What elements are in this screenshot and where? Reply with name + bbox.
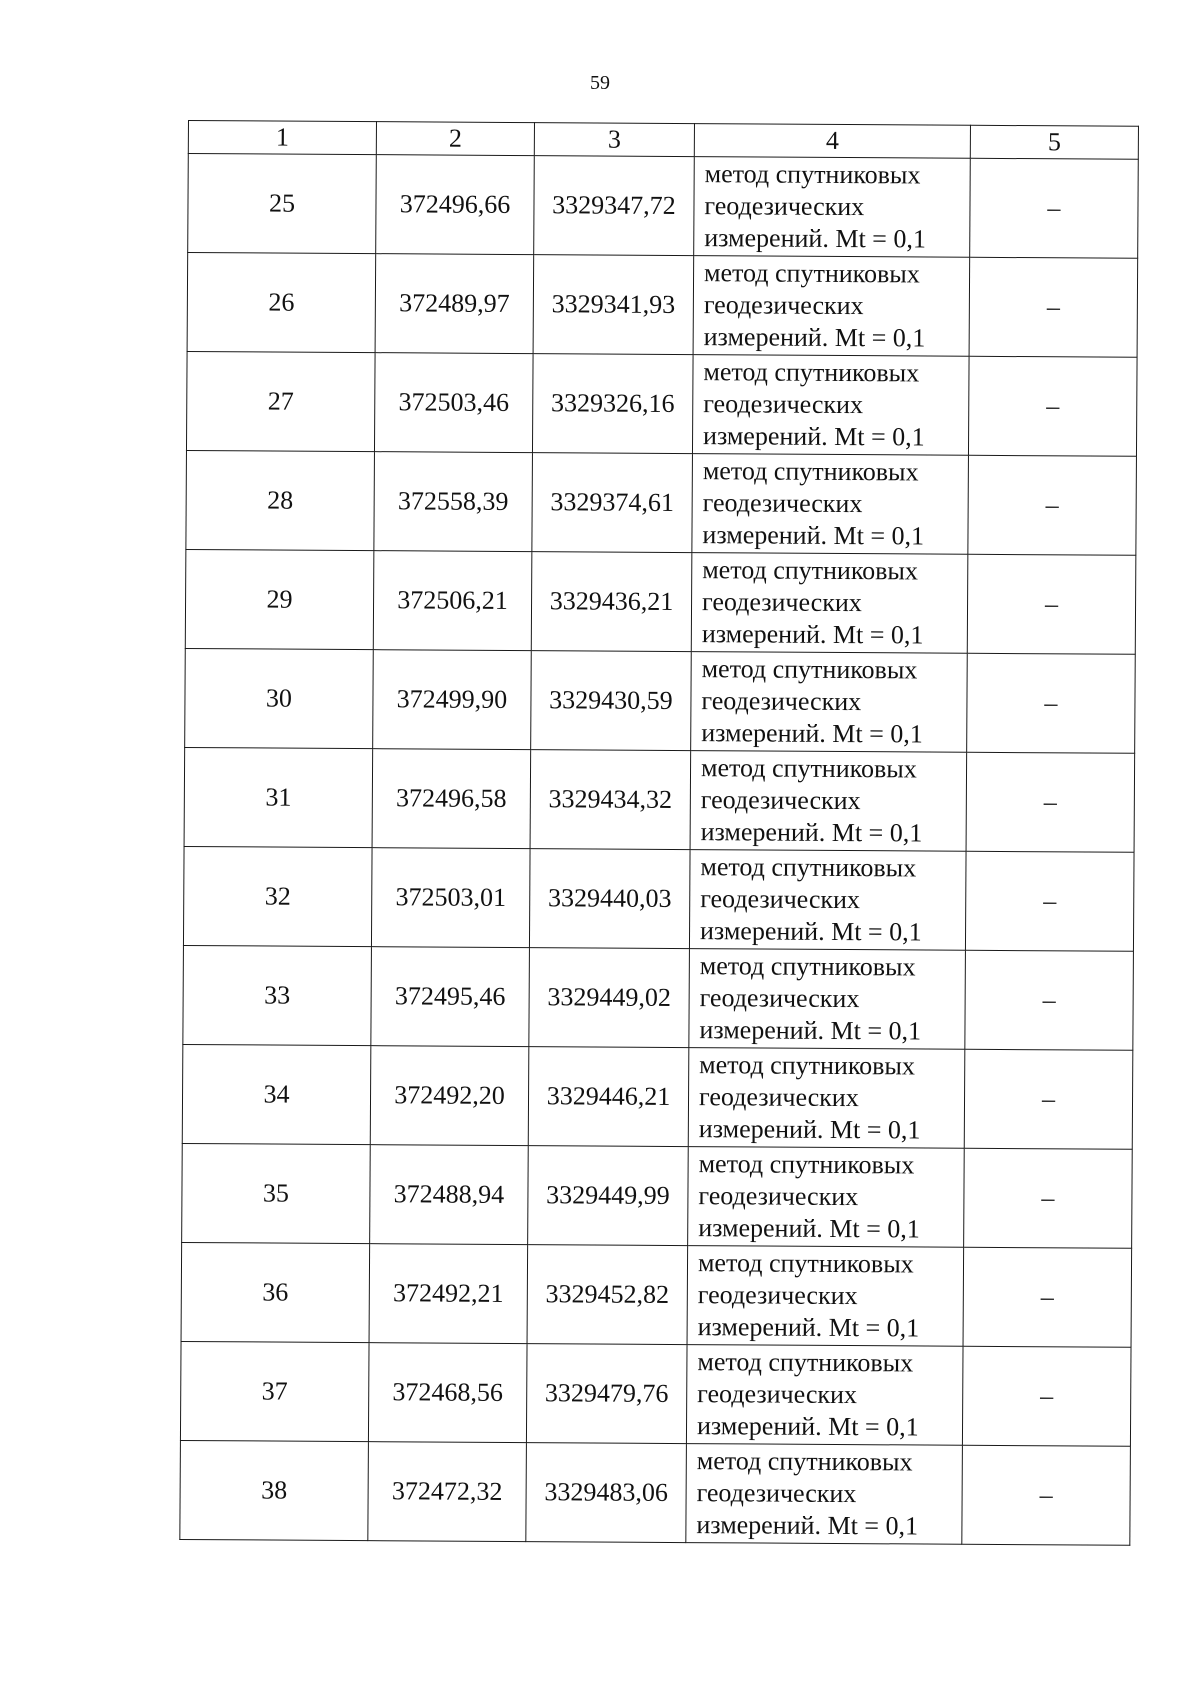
method-text-line: геодезических [700, 884, 861, 915]
method-text-line: метод спутниковых [699, 951, 916, 982]
method-cell [686, 1345, 963, 1446]
table-row [183, 846, 1134, 951]
method-text-line: измерений. Mt = 0,1 [700, 817, 923, 848]
header-cell-1: 1 [188, 121, 376, 155]
point-number-cell: 35 [182, 1143, 371, 1243]
note-cell: – [963, 1247, 1132, 1347]
method-text-line: измерений. Mt = 0,1 [702, 421, 925, 452]
x-coordinate-cell: 372558,39 [374, 452, 533, 552]
point-number-cell: 29 [185, 549, 374, 649]
note-cell: – [966, 752, 1135, 852]
table-row [180, 1341, 1131, 1446]
method-text-line: геодезических [703, 290, 864, 321]
note-cell: – [967, 653, 1136, 753]
method-cell [689, 949, 966, 1050]
y-coordinate-cell: 3329434,32 [530, 750, 691, 850]
note-cell: – [964, 1148, 1133, 1248]
method-cell [690, 751, 967, 852]
method-text-line: измерений. Mt = 0,1 [697, 1312, 920, 1343]
method-text-line: геодезических [698, 1181, 859, 1212]
point-number-cell: 27 [186, 351, 375, 451]
method-text-line: измерений. Mt = 0,1 [701, 718, 923, 749]
method-cell [691, 652, 968, 753]
method-text-line: метод спутниковых [699, 1050, 916, 1081]
method-cell [694, 157, 971, 258]
method-cell [688, 1147, 965, 1248]
y-coordinate-cell: 3329430,59 [531, 651, 692, 751]
table-row [187, 253, 1138, 358]
method-text-line: геодезических [701, 587, 862, 618]
method-text-line: измерений. Mt = 0,1 [696, 1411, 919, 1442]
method-text-line: метод спутниковых [700, 852, 917, 883]
y-coordinate-cell: 3329374,61 [532, 453, 693, 553]
method-text-line: геодезических [701, 686, 862, 717]
point-number-cell: 25 [188, 154, 377, 254]
method-text-line: метод спутниковых [697, 1347, 914, 1378]
table-row [188, 154, 1139, 259]
note-cell: – [969, 257, 1138, 357]
method-text-line: метод спутниковых [702, 456, 919, 487]
x-coordinate-cell: 372468,56 [368, 1343, 527, 1443]
coordinates-table-body [180, 121, 1139, 1546]
header-cell-4: 4 [694, 124, 970, 159]
method-text-line: геодезических [696, 1478, 857, 1509]
y-coordinate-cell: 3329452,82 [527, 1245, 688, 1345]
table-row [186, 450, 1137, 555]
method-cell [686, 1444, 963, 1545]
x-coordinate-cell: 372492,21 [369, 1244, 528, 1344]
table-row [186, 351, 1137, 456]
method-text-line: метод спутниковых [696, 1446, 913, 1477]
note-cell: – [962, 1346, 1131, 1446]
table-row [183, 945, 1134, 1050]
x-coordinate-cell: 372488,94 [370, 1145, 529, 1245]
method-text-line: геодезических [700, 785, 861, 816]
table-row [184, 747, 1135, 852]
note-cell: – [964, 1049, 1133, 1149]
method-text-line: метод спутниковых [697, 1248, 914, 1279]
table-row [180, 1440, 1131, 1545]
x-coordinate-cell: 372506,21 [373, 551, 532, 651]
header-cell-5: 5 [970, 125, 1138, 159]
x-coordinate-cell: 372503,46 [374, 353, 533, 453]
point-number-cell: 37 [180, 1341, 369, 1441]
note-cell: – [968, 356, 1137, 456]
method-text-line: измерений. Mt = 0,1 [702, 520, 925, 551]
y-coordinate-cell: 3329347,72 [534, 156, 695, 256]
y-coordinate-cell: 3329436,21 [531, 552, 692, 652]
note-cell: – [965, 851, 1134, 951]
note-cell: – [967, 554, 1136, 654]
method-cell [691, 553, 968, 654]
method-text-line: измерений. Mt = 0,1 [698, 1114, 921, 1145]
method-text-line: метод спутниковых [703, 357, 920, 388]
method-cell [689, 850, 966, 951]
method-text-line: метод спутниковых [702, 555, 919, 586]
x-coordinate-cell: 372492,20 [370, 1046, 529, 1146]
point-number-cell: 31 [184, 747, 373, 847]
method-text-line: измерений. Mt = 0,1 [696, 1510, 919, 1541]
x-coordinate-cell: 372496,66 [376, 155, 535, 255]
page-number: 59 [590, 72, 610, 94]
point-number-cell: 33 [183, 945, 372, 1045]
coordinates-table [179, 120, 1139, 1546]
table-row [185, 549, 1136, 654]
x-coordinate-cell: 372495,46 [371, 947, 530, 1047]
method-text-line: измерений. Mt = 0,1 [699, 1015, 922, 1046]
method-text-line: геодезических [699, 983, 860, 1014]
point-number-cell: 26 [187, 253, 376, 353]
y-coordinate-cell: 3329483,06 [526, 1443, 687, 1543]
point-number-cell: 34 [182, 1044, 371, 1144]
method-text-line: измерений. Mt = 0,1 [704, 223, 926, 254]
note-cell: – [970, 158, 1139, 258]
method-text-line: геодезических [697, 1280, 858, 1311]
y-coordinate-cell: 3329446,21 [528, 1047, 689, 1147]
method-text-line: метод спутниковых [701, 654, 918, 685]
header-cell-2: 2 [376, 122, 534, 156]
y-coordinate-cell: 3329449,02 [529, 948, 690, 1048]
method-text-line: геодезических [697, 1379, 858, 1410]
x-coordinate-cell: 372496,58 [372, 749, 531, 849]
method-text-line: метод спутниковых [700, 753, 917, 784]
method-text-line: геодезических [704, 191, 865, 222]
note-cell: – [968, 455, 1137, 555]
point-number-cell: 30 [185, 648, 374, 748]
y-coordinate-cell: 3329440,03 [529, 849, 690, 949]
method-text-line: измерений. Mt = 0,1 [698, 1213, 920, 1244]
method-text-line: метод спутниковых [703, 258, 920, 289]
x-coordinate-cell: 372472,32 [368, 1442, 527, 1542]
point-number-cell: 38 [180, 1440, 369, 1540]
method-text-line: геодезических [698, 1082, 859, 1113]
method-text-line: метод спутниковых [698, 1149, 915, 1180]
header-cell-3: 3 [534, 123, 694, 157]
method-cell [692, 355, 969, 456]
table-row [185, 648, 1136, 753]
method-text-line: измерений. Mt = 0,1 [699, 916, 922, 947]
y-coordinate-cell: 3329326,16 [532, 354, 693, 454]
y-coordinate-cell: 3329341,93 [533, 255, 694, 355]
method-cell [687, 1246, 964, 1347]
method-cell [692, 454, 969, 555]
table-row [181, 1242, 1132, 1347]
x-coordinate-cell: 372499,90 [373, 650, 532, 750]
y-coordinate-cell: 3329479,76 [526, 1344, 687, 1444]
method-text-line: геодезических [703, 389, 864, 420]
method-text-line: измерений. Mt = 0,1 [701, 619, 924, 650]
x-coordinate-cell: 372503,01 [371, 848, 530, 948]
method-text-line: метод спутниковых [704, 159, 921, 190]
y-coordinate-cell: 3329449,99 [528, 1146, 689, 1246]
note-cell: – [965, 950, 1134, 1050]
x-coordinate-cell: 372489,97 [375, 254, 534, 354]
method-text-line: геодезических [702, 488, 863, 519]
table-row [182, 1143, 1133, 1248]
method-cell [688, 1048, 965, 1149]
point-number-cell: 28 [186, 450, 375, 550]
method-text-line: измерений. Mt = 0,1 [703, 322, 926, 353]
table-row [182, 1044, 1133, 1149]
point-number-cell: 36 [181, 1242, 370, 1342]
note-cell: – [962, 1445, 1131, 1545]
method-cell [693, 256, 970, 357]
point-number-cell: 32 [183, 846, 372, 946]
